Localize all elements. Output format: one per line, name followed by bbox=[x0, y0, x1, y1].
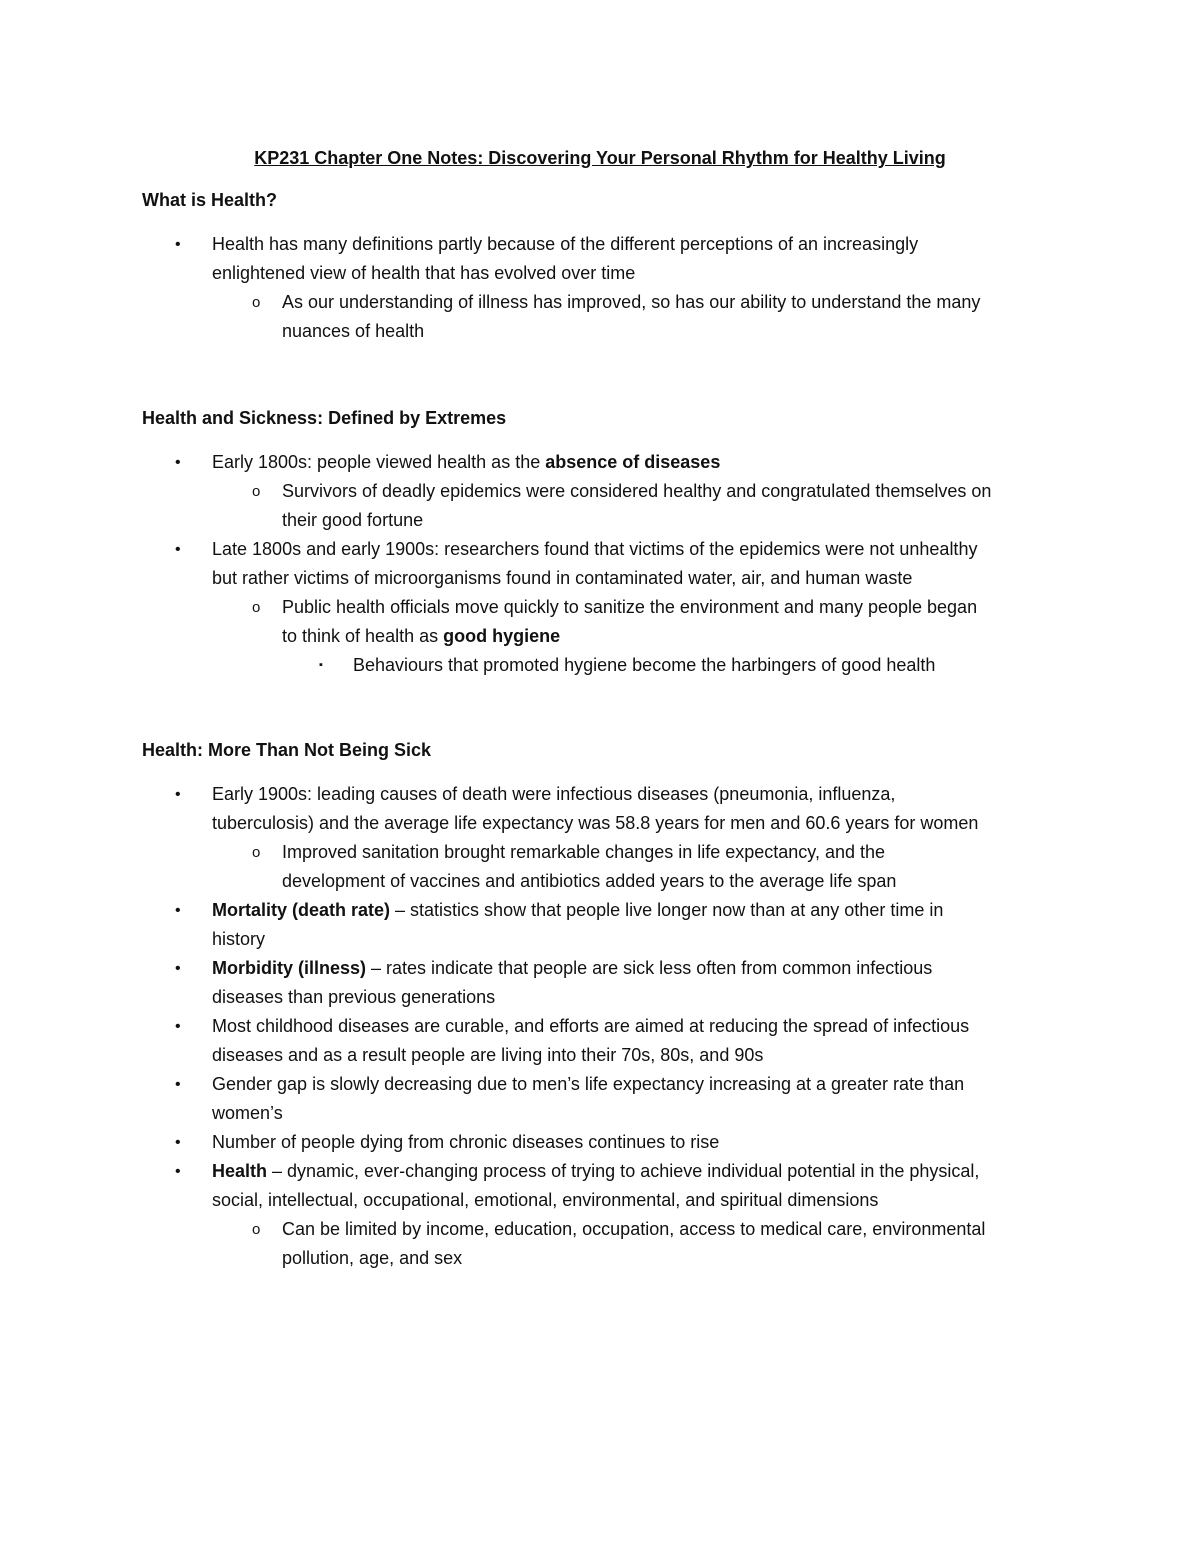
list-item-text bbox=[212, 448, 1072, 477]
text-run: – dynamic, ever-changing process of trying to achieve individual potential in the physical, bbox=[267, 1161, 980, 1181]
bullet-marker: • bbox=[175, 902, 181, 919]
list-item-text: Number of people dying from chronic diseases continues to rise bbox=[212, 1132, 720, 1152]
bold-term: Health bbox=[212, 1161, 268, 1181]
list-item-text: nuances of health bbox=[282, 321, 425, 341]
list-item-text: tuberculosis) and the average life expectancy was 58.8 years for men and 60.6 years for women bbox=[212, 813, 979, 833]
list-item-text: pollution, age, and sex bbox=[282, 1248, 463, 1268]
bullet-marker: • bbox=[175, 960, 181, 977]
section-health-and-sickness bbox=[142, 404, 1072, 680]
bold-term: absence of diseases bbox=[545, 452, 721, 472]
list-item-text: Improved sanitation brought remarkable changes in life expectancy, and the bbox=[282, 842, 886, 862]
list-item bbox=[142, 896, 1072, 954]
list-item-text: history bbox=[212, 929, 266, 949]
list-item bbox=[142, 535, 1072, 593]
list-item-text: diseases and as a result people are living into their 70s, 80s, and 90s bbox=[212, 1045, 764, 1065]
section-heading: Health: More Than Not Being Sick bbox=[142, 740, 432, 760]
list-item-text: enlightened view of health that has evolved over time bbox=[212, 263, 636, 283]
bullet-marker: • bbox=[175, 236, 181, 253]
list-item-text: women’s bbox=[212, 1103, 283, 1123]
list-item bbox=[142, 780, 1072, 838]
text-run: Early 1800s: people viewed health as the bbox=[212, 452, 546, 472]
list-item-text: Most childhood diseases are curable, and efforts are aimed at reducing the spread of infectious bbox=[212, 1016, 970, 1036]
list-item-text bbox=[282, 622, 1072, 651]
list-item bbox=[142, 838, 1072, 896]
square-marker: ▪ bbox=[319, 659, 323, 671]
bullet-marker: • bbox=[175, 1018, 181, 1035]
list-item bbox=[142, 1128, 1072, 1157]
list-item bbox=[142, 651, 1072, 680]
list-item-text: diseases than previous generations bbox=[212, 987, 496, 1007]
list-item bbox=[142, 477, 1072, 535]
section-more-than-not-sick bbox=[142, 736, 1072, 1273]
list-item-text: Gender gap is slowly decreasing due to men’s life expectancy increasing at a greater rate than bbox=[212, 1074, 965, 1094]
circle-marker: o bbox=[252, 599, 261, 616]
list-item-text: Survivors of deadly epidemics were considered healthy and congratulated themselves on bbox=[282, 481, 992, 501]
circle-marker: o bbox=[252, 483, 261, 500]
circle-marker: o bbox=[252, 844, 261, 861]
section-what-is-health bbox=[142, 186, 1072, 346]
text-run: to think of health as bbox=[282, 626, 444, 646]
circle-marker: o bbox=[252, 1221, 261, 1238]
bold-term: good hygiene bbox=[443, 626, 561, 646]
list-item-text: As our understanding of illness has improved, so has our ability to understand the many bbox=[282, 292, 981, 312]
text-run: – statistics show that people live longer now than at any other time in bbox=[390, 900, 944, 920]
list-item-text: Can be limited by income, education, occupation, access to medical care, environmental bbox=[282, 1219, 986, 1239]
list-item-text: but rather victims of microorganisms found in contaminated water, air, and human waste bbox=[212, 568, 913, 588]
list-item-text: Public health officials move quickly to sanitize the environment and many people began bbox=[282, 597, 978, 617]
list-item-text: social, intellectual, occupational, emotional, environmental, and spiritual dimensions bbox=[212, 1190, 879, 1210]
bullet-list bbox=[142, 780, 1072, 1273]
bullet-marker: • bbox=[175, 1163, 181, 1180]
bold-term: Mortality (death rate) bbox=[212, 900, 391, 920]
bold-term: Morbidity (illness) bbox=[212, 958, 367, 978]
circle-marker: o bbox=[252, 294, 261, 311]
list-item-text: their good fortune bbox=[282, 510, 424, 530]
section-heading: Health and Sickness: Defined by Extremes bbox=[142, 408, 507, 428]
list-item-text: Health has many definitions partly because of the different perceptions of an increasingly bbox=[212, 234, 919, 254]
bullet-marker: • bbox=[175, 1076, 181, 1093]
bullet-marker: • bbox=[175, 1134, 181, 1151]
list-item bbox=[142, 448, 1072, 477]
list-item bbox=[142, 230, 1072, 288]
list-item-text: Behaviours that promoted hygiene become the harbingers of good health bbox=[353, 655, 936, 675]
bullet-marker: • bbox=[175, 454, 181, 471]
list-item-text: Early 1900s: leading causes of death were infectious diseases (pneumonia, influenza, bbox=[212, 784, 896, 804]
page-title: KP231 Chapter One Notes: Discovering Your Personal Rhythm for Healthy Living bbox=[254, 148, 946, 168]
list-item bbox=[142, 1012, 1072, 1070]
list-item-text bbox=[212, 954, 1072, 983]
list-item-text bbox=[212, 896, 1072, 925]
bullet-list bbox=[142, 230, 1072, 346]
list-item-text bbox=[212, 1157, 1072, 1186]
list-item bbox=[142, 1070, 1072, 1128]
list-item bbox=[142, 1157, 1072, 1215]
list-item bbox=[142, 954, 1072, 1012]
bullet-marker: • bbox=[175, 786, 181, 803]
list-item-text: development of vaccines and antibiotics added years to the average life span bbox=[282, 871, 897, 891]
list-item bbox=[142, 593, 1072, 651]
text-run: – rates indicate that people are sick less often from common infectious bbox=[366, 958, 933, 978]
list-item bbox=[142, 1215, 1072, 1273]
bullet-marker: • bbox=[175, 541, 181, 558]
list-item bbox=[142, 288, 1072, 346]
section-heading: What is Health? bbox=[142, 190, 278, 210]
list-item-text: Late 1800s and early 1900s: researchers found that victims of the epidemics were not unhealthy bbox=[212, 539, 978, 559]
bullet-list bbox=[142, 448, 1072, 680]
